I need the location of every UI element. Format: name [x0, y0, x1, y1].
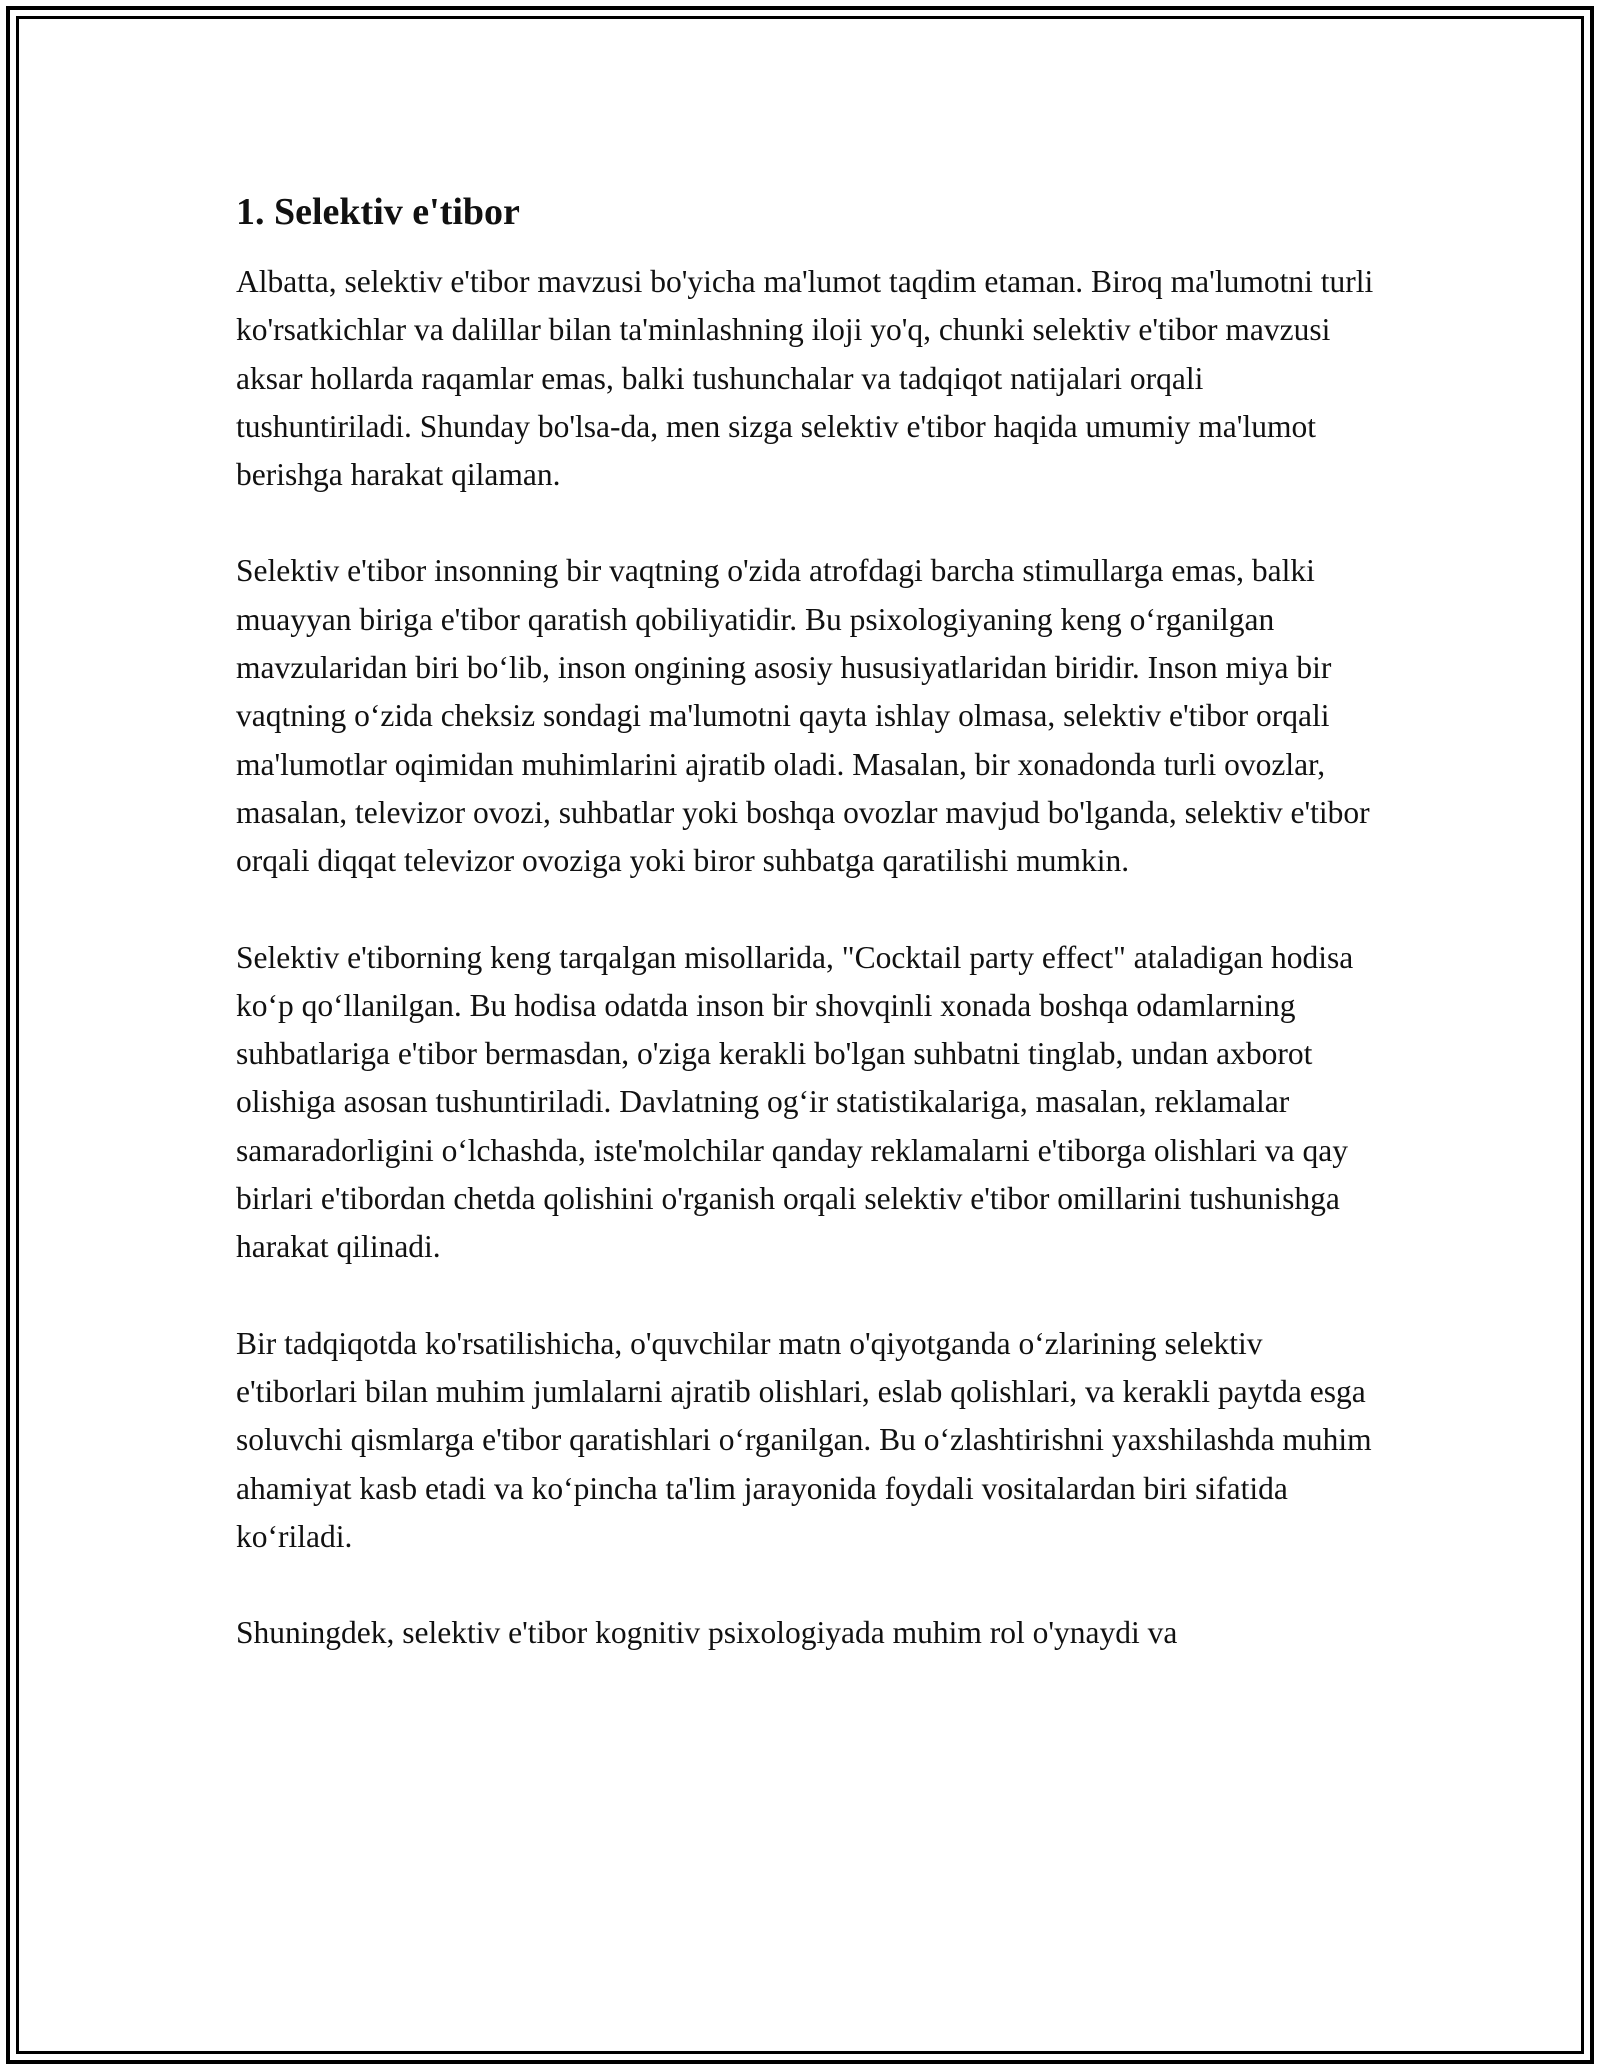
- section-heading: 1. Selektiv e'tibor: [236, 191, 520, 233]
- paragraph-definition: Selektiv e'tibor insonning bir vaqtning o'zida atrofdagi barcha stimullarga emas, balki muayyan biriga e'tibor qaratish qobiliyatidir. Bu psixologiyaning keng oʻrganilgan mavzularidan biri boʻlib, inson ongining asosiy hususiyatlaridan biridir. Inson miya bir vaqtning oʻzida cheksiz sondagi ma'lumotni qayta ishlay olmasa, selektiv e'tibor orqali ma'lumotlar oqimidan muhimlarini ajratib oladi. Masalan, bir xonadonda turli ovozlar, masalan, televizor ovozi, suhbatlar yoki boshqa ovozlar mavjud bo'lganda, selektiv e'tibor orqali diqqat televizor ovoziga yoki biror suhbatga qaratilishi mumkin.: [236, 553, 1370, 879]
- paragraph-study: Bir tadqiqotda ko'rsatilishicha, o'quvchilar matn o'qiyotganda oʻzlarining selektiv e'tiborlari bilan muhim jumlalarni ajratib olishlari, eslab qolishlari, va kerakli paytda esga soluvchi qismlarga e'tibor qaratishlari oʻrganilgan. Bu oʻzlashtirishni yaxshilashda muhim ahamiyat kasb etadi va koʻpincha ta'lim jarayonida foydali vositalardan biri sifatida koʻriladi.: [236, 1325, 1372, 1554]
- paragraph-cocktail-party: Selektiv e'tiborning keng tarqalgan misollarida, "Cocktail party effect" ataladigan hodisa koʻp qoʻllanilgan. Bu hodisa odatda inson bir shovqinli xonada boshqa odamlarning suhbatlariga e'tibor bermasdan, o'ziga kerakli bo'lgan suhbatni tinglab, undan axborot olishiga asosan tushuntiriladi. Davlatning ogʻir statistikalariga, masalan, reklamalar samaradorligini oʻlchashda, iste'molchilar qanday reklamalarni e'tiborga olishlari va qay birlari e'tibordan chetda qolishini o'rganish orqali selektiv e'tibor omillarini tushunishga harakat qilinadi.: [236, 939, 1354, 1265]
- paragraph-cognitive: Shuningdek, selektiv e'tibor kognitiv psixologiyada muhim rol o'ynaydi va: [236, 1615, 1178, 1651]
- document-body: [236, 186, 1386, 1705]
- paragraph-intro: Albatta, selektiv e'tibor mavzusi bo'yicha ma'lumot taqdim etaman. Biroq ma'lumotni turli ko'rsatkichlar va dalillar bilan ta'minlashning iloji yo'q, chunki selektiv e'tibor mavzusi aksar hollarda raqamlar emas, balki tushunchalar va tadqiqot natijalari orqali tushuntiriladi. Shunday bo'lsa-da, men sizga selektiv e'tibor haqida umumiy ma'lumot berishga harakat qilaman.: [236, 264, 1374, 493]
